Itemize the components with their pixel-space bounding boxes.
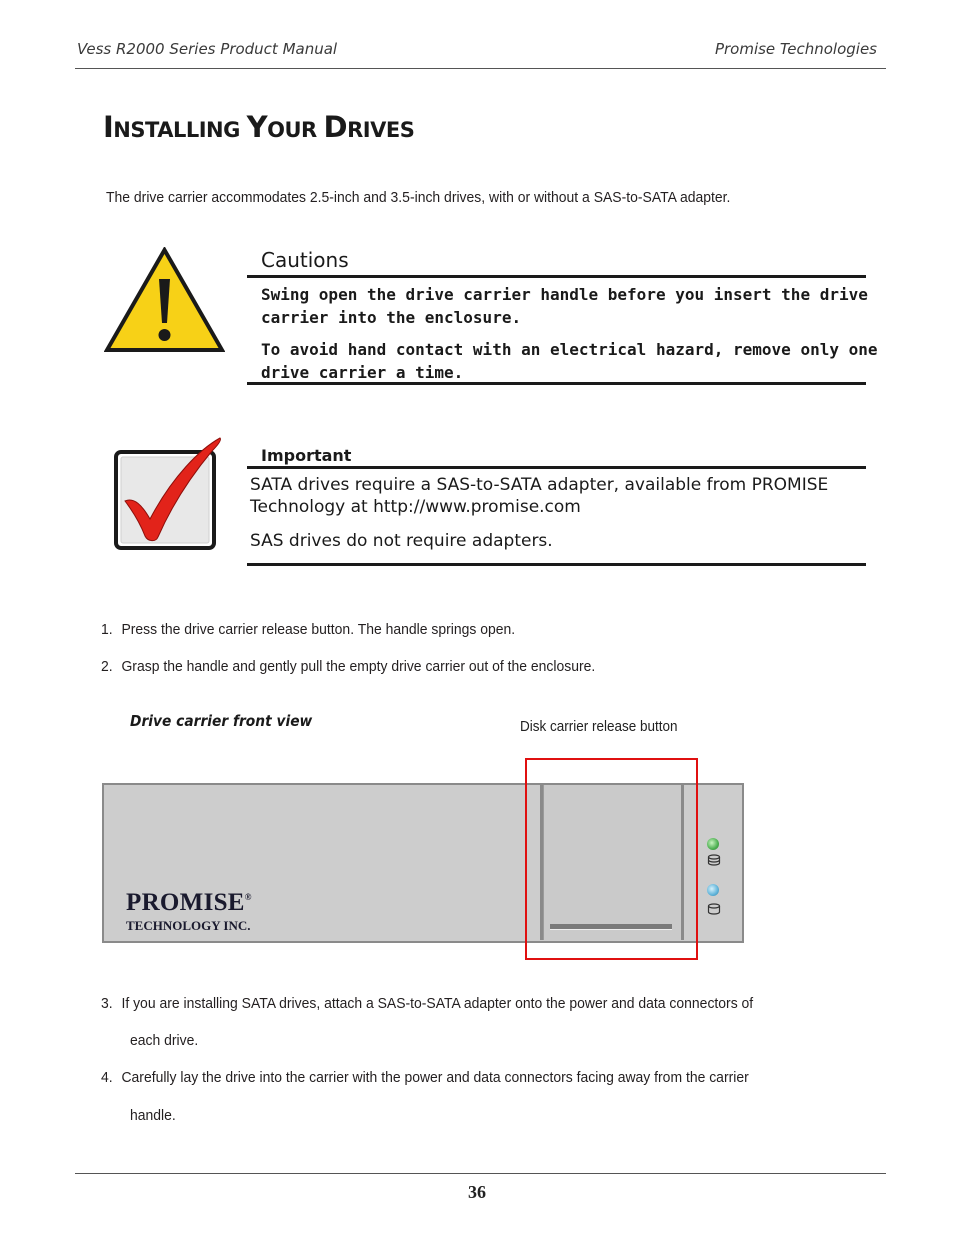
- list-item-continuation: handle.: [130, 1107, 176, 1124]
- list-item-continuation: each drive.: [130, 1032, 199, 1049]
- important-top-rule: [247, 466, 866, 469]
- cautions-top-rule: [247, 275, 866, 278]
- header-company: Promise Technologies: [714, 40, 877, 58]
- page-number: 36: [468, 1182, 486, 1202]
- header-rule: [75, 68, 886, 69]
- promise-logo-subtitle: TECHNOLOGY INC.: [126, 918, 251, 933]
- caution-item: Swing open the drive carrier handle before you insert the drive carrier into the enclosure.: [261, 285, 868, 327]
- caution-item: To avoid hand contact with an electrical hazard, remove only one drive carrier a time.: [261, 340, 878, 382]
- checkmark-box-icon: [112, 435, 248, 553]
- release-button-highlight: [525, 758, 698, 960]
- power-led-icon: [707, 838, 719, 850]
- cautions-bottom-rule: [247, 382, 866, 385]
- list-item: 1. Press the drive carrier release button. The handle springs open.: [101, 621, 516, 638]
- important-bottom-rule: [247, 563, 866, 566]
- footer-rule: [75, 1173, 886, 1174]
- important-heading: Important: [261, 446, 352, 465]
- page-title: INSTALLING YOUR DRIVES: [103, 110, 415, 144]
- promise-logo: PROMISE®: [126, 889, 252, 916]
- list-item: 2. Grasp the handle and gently pull the empty drive carrier out of the enclosure.: [101, 658, 596, 675]
- activity-led-icon: [707, 884, 719, 896]
- list-item: 3. If you are installing SATA drives, attach a SAS-to-SATA adapter onto the power and data connectors of: [101, 995, 754, 1012]
- figure-callout-label: Disk carrier release button: [520, 718, 678, 735]
- important-item: SATA drives require a SAS-to-SATA adapter, available from PROMISE Technology at http://www.promise.com: [250, 475, 829, 517]
- cautions-heading: Cautions: [261, 248, 349, 272]
- drive-activity-icon: [707, 902, 721, 920]
- drive-status-icon: [707, 853, 721, 871]
- warning-triangle-icon: [104, 247, 225, 353]
- list-item: 4. Carefully lay the drive into the carrier with the power and data connectors facing away from the carrier: [101, 1069, 749, 1086]
- header-manual-title: Vess R2000 Series Product Manual: [77, 40, 338, 58]
- intro-paragraph: The drive carrier accommodates 2.5-inch and 3.5-inch drives, with or without a SAS-to-SATA adapter.: [106, 189, 731, 206]
- figure-caption: Drive carrier front view: [130, 712, 313, 730]
- important-item: SAS drives do not require adapters.: [250, 531, 553, 551]
